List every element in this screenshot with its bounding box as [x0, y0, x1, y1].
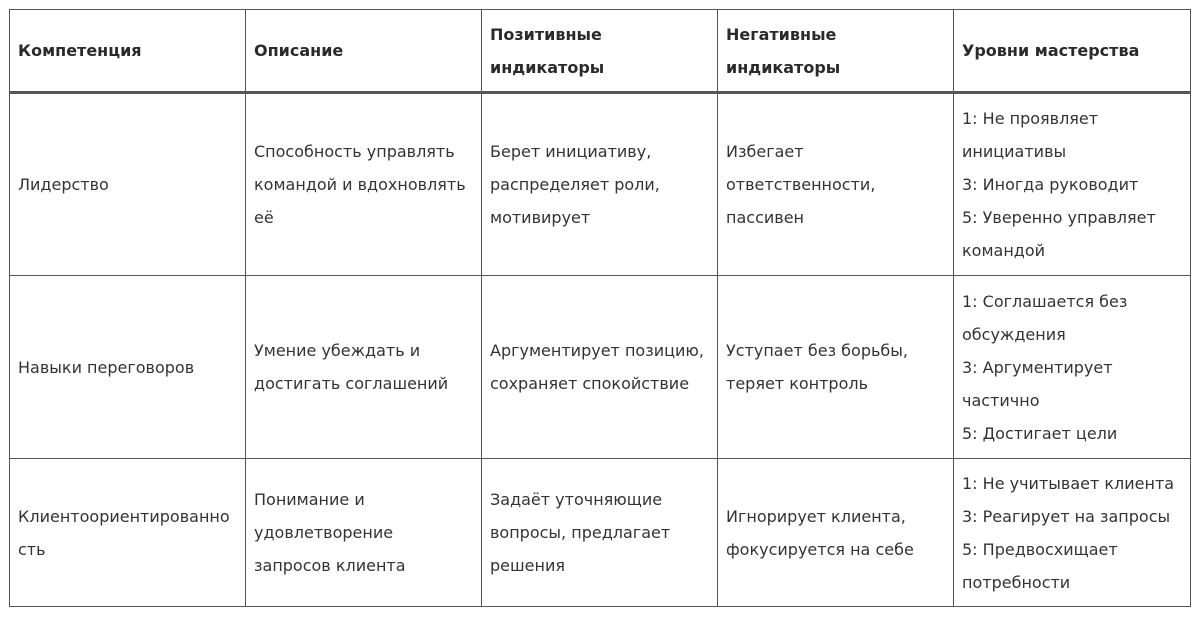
table-header [10, 10, 1191, 93]
cell-competency: Клиентоориентированность [10, 459, 246, 607]
header-mastery-levels: Уровни мастерства [954, 10, 1191, 93]
cell-negative: Избегает ответственности, пассивен [718, 93, 954, 276]
cell-positive: Задаёт уточняющие вопросы, предлагает решения [482, 459, 718, 607]
header-negative-indicators: Негативные индикаторы [718, 10, 954, 93]
cell-description: Умение убеждать и достигать соглашений [246, 276, 482, 459]
level-item: 1: Соглашается без обсуждения [962, 291, 1128, 344]
level-item: 1: Не учитывает клиента [962, 473, 1175, 493]
cell-levels [954, 93, 1191, 276]
cell-description: Способность управлять командой и вдохновлять её [246, 93, 482, 276]
cell-description: Понимание и удовлетворение запросов клиента [246, 459, 482, 607]
header-positive-indicators: Позитивные индикаторы [482, 10, 718, 93]
level-item: 5: Предвосхищает потребности [962, 539, 1118, 592]
header-competency: Компетенция [10, 10, 246, 93]
cell-competency: Лидерство [10, 93, 246, 276]
level-item: 3: Иногда руководит [962, 175, 1139, 194]
cell-competency: Навыки переговоров [10, 276, 246, 459]
header-description: Описание [246, 10, 482, 93]
level-item: 3: Реагирует на запросы [962, 506, 1171, 526]
level-item: 5: Достигает цели [962, 423, 1118, 443]
cell-negative: Игнорирует клиента, фокусируется на себе [718, 459, 954, 607]
header-row [10, 10, 1191, 93]
table-row [10, 276, 1191, 459]
table-row [10, 93, 1191, 276]
cell-positive: Аргументирует позицию, сохраняет спокойствие [482, 276, 718, 459]
level-item: 1: Не проявляет инициативы [962, 109, 1099, 161]
table-row [10, 459, 1191, 607]
competency-table [9, 9, 1191, 607]
table-body [10, 93, 1191, 607]
level-item: 3: Аргументирует частично [962, 357, 1113, 410]
cell-positive: Берет инициативу, распределяет роли, мотивирует [482, 93, 718, 276]
cell-levels [954, 459, 1191, 607]
cell-levels [954, 276, 1191, 459]
level-item: 5: Уверенно управляет командой [962, 208, 1156, 260]
competency-table-container [9, 9, 1190, 607]
cell-negative: Уступает без борьбы, теряет контроль [718, 276, 954, 459]
